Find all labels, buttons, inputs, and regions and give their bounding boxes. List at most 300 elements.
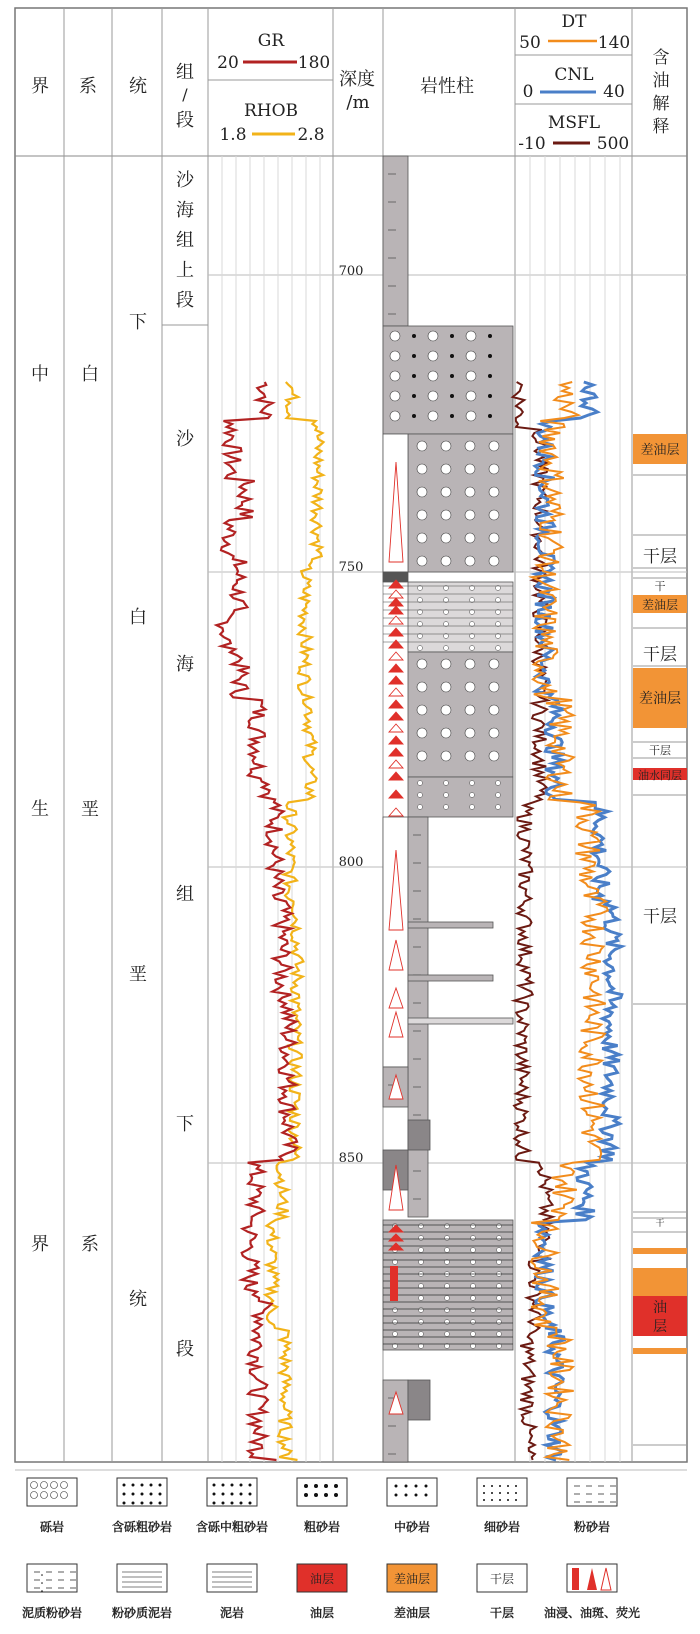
legend-item-pebbly-medium-coarse-sandstone — [196, 1478, 268, 1534]
legend-grain — [249, 1484, 252, 1487]
interp-label-1: 差油层 — [640, 443, 680, 458]
lith-pebble — [428, 331, 438, 341]
cnl-title: CNL — [554, 65, 594, 85]
lith-grain — [471, 1248, 476, 1253]
msfl-title: MSFL — [547, 113, 601, 133]
legend — [15, 1470, 687, 1620]
oil-interpretation — [633, 434, 687, 1445]
legend-grain — [150, 1502, 153, 1505]
legend-grain — [324, 1493, 328, 1497]
lith-pebble — [489, 464, 499, 474]
lith-grain — [419, 1320, 424, 1325]
lith-grain — [419, 1308, 424, 1313]
lith-grain — [418, 805, 423, 810]
interp-label-6: 差油层 — [639, 691, 681, 707]
legend-grain — [231, 1502, 234, 1505]
msfl-max: 500 — [596, 134, 630, 154]
lith-pebble — [441, 682, 451, 692]
lith-pebble — [465, 682, 475, 692]
legend-grain — [141, 1493, 144, 1496]
legend-grain — [304, 1484, 308, 1488]
dt-max: 140 — [597, 33, 631, 53]
oil-show-small-triangle — [389, 808, 403, 816]
depth-tick-850: 850 — [338, 1151, 364, 1166]
lith-grain — [445, 1320, 450, 1325]
legend-label: 油浸、油斑、荧光 — [543, 1606, 641, 1620]
lith-pebble — [465, 751, 475, 761]
lith-pebble — [441, 464, 451, 474]
lith-grain — [418, 646, 423, 651]
header-jie: 界 — [31, 76, 49, 97]
lith-grain — [497, 1224, 502, 1229]
legend-grain — [507, 1499, 509, 1501]
lith-grain — [471, 1308, 476, 1313]
lith-fine-sandstone — [408, 582, 513, 652]
lith-grain — [470, 781, 475, 786]
header-depth-unit: /m — [346, 92, 370, 113]
lith-grain — [419, 1236, 424, 1241]
lith-grain — [471, 1296, 476, 1301]
lith-grain — [471, 1224, 476, 1229]
lith-pebble — [417, 751, 427, 761]
lith-pebble — [441, 556, 451, 566]
lith-grain — [488, 334, 492, 338]
legend-grain — [507, 1485, 509, 1487]
oil-show-small-triangle — [389, 760, 403, 768]
lith-pebble — [441, 751, 451, 761]
lith-grain — [450, 414, 454, 418]
lith-grain — [496, 646, 501, 651]
xi-char-3: 系 — [81, 1234, 99, 1255]
lith-grain — [419, 1296, 424, 1301]
lith-pebble — [390, 411, 400, 421]
legend-item-argillaceous-siltstone — [22, 1564, 82, 1620]
legend-grain — [483, 1492, 485, 1494]
lith-grain — [419, 1224, 424, 1229]
legend-item-oil-show — [544, 1564, 640, 1620]
dt-curve — [531, 382, 608, 1460]
legend-grain — [425, 1494, 428, 1497]
lith-pebble — [489, 682, 499, 692]
upper-member-1: 沙 — [176, 170, 194, 191]
legend-swatch — [117, 1564, 167, 1592]
legend-grain — [395, 1494, 398, 1497]
dt-min: 50 — [519, 33, 541, 53]
header-zu: 组 — [176, 62, 194, 83]
lith-pebble — [465, 556, 475, 566]
lower-member-5: 段 — [176, 1339, 194, 1360]
lith-pebble — [417, 556, 427, 566]
legend-grain — [314, 1493, 318, 1497]
legend-grain — [123, 1502, 126, 1505]
legend-label: 含砾中粗砂岩 — [195, 1520, 269, 1534]
legend-swatch — [477, 1478, 527, 1506]
lith-siltstone — [408, 817, 428, 1217]
lith-grain — [497, 1248, 502, 1253]
lith-pebble — [417, 441, 427, 451]
legend-grain — [249, 1493, 252, 1496]
legend-pebble — [51, 1492, 58, 1499]
lith-grain — [393, 1332, 398, 1337]
oil-show-small-triangle — [389, 688, 403, 696]
lith-pebble — [390, 351, 400, 361]
lith-pebbly-coarse-sandstone — [383, 326, 513, 434]
legend-grain — [334, 1493, 338, 1497]
legend-label: 细砂岩 — [483, 1520, 521, 1534]
lithology-column — [383, 156, 513, 1462]
legend-grain — [240, 1484, 243, 1487]
legend-grain — [334, 1484, 338, 1488]
legend-grain — [324, 1484, 328, 1488]
lith-pebble — [417, 682, 427, 692]
lower-member-1: 沙 — [176, 429, 194, 450]
lith-thin-sand — [408, 1018, 513, 1024]
legend-item-coarse-sandstone — [297, 1478, 347, 1534]
lower-member-4: 下 — [176, 1114, 194, 1135]
lith-pebble — [417, 705, 427, 715]
lith-grain — [393, 1320, 398, 1325]
legend-grain — [231, 1484, 234, 1487]
lith-grain — [450, 374, 454, 378]
legend-swatch — [207, 1564, 257, 1592]
lith-pebble — [489, 441, 499, 451]
legend-grain — [491, 1499, 493, 1501]
lith-grain — [488, 394, 492, 398]
legend-grain — [415, 1494, 418, 1497]
oil-show-small-triangle — [389, 748, 403, 756]
legend-item-siltstone — [567, 1478, 617, 1534]
lith-pebble — [417, 728, 427, 738]
lith-grain — [419, 1332, 424, 1337]
legend-item-conglomerate — [27, 1478, 77, 1534]
legend-grain — [499, 1485, 501, 1487]
lith-grain — [450, 354, 454, 358]
legend-grain — [483, 1485, 485, 1487]
legend-box-text: 差油层 — [393, 1572, 431, 1586]
lith-thin-sand — [408, 922, 493, 928]
lith-pebble — [417, 487, 427, 497]
legend-grain — [159, 1502, 162, 1505]
legend-label: 泥质粉砂岩 — [21, 1606, 83, 1620]
lith-grain — [471, 1236, 476, 1241]
lith-conglomerate — [408, 434, 513, 572]
lith-grain — [445, 1308, 450, 1313]
interp-label-5: 干层 — [643, 645, 677, 665]
legend-grain — [499, 1499, 501, 1501]
oil-show-small-triangle — [389, 616, 403, 624]
lith-pebble — [428, 351, 438, 361]
lith-pebble — [465, 510, 475, 520]
interp-label-2: 干层 — [643, 547, 677, 567]
legend-grain — [41, 1590, 43, 1592]
interp-label-9: 干层 — [643, 907, 677, 927]
header-oil-4: 释 — [652, 117, 670, 137]
lith-pebble — [489, 487, 499, 497]
legend-item-mudstone — [207, 1564, 257, 1620]
lith-pebble — [466, 411, 476, 421]
legend-grain — [395, 1485, 398, 1488]
lith-pebble — [428, 411, 438, 421]
legend-label: 砾岩 — [39, 1520, 65, 1534]
oil-show-small-triangle — [389, 700, 403, 708]
legend-label: 粗砂岩 — [303, 1520, 341, 1534]
legend-label: 中砂岩 — [393, 1520, 431, 1534]
tong-char-4: 统 — [129, 1289, 147, 1310]
lith-grain — [497, 1296, 502, 1301]
lith-pebble — [465, 533, 475, 543]
legend-grain — [41, 1574, 43, 1576]
rhob-title: RHOB — [243, 101, 299, 121]
interp-poor-oil-6 — [633, 1348, 687, 1354]
legend-box-text: 干层 — [489, 1572, 515, 1586]
header-duan: 段 — [176, 110, 194, 131]
depth-tick-700: 700 — [338, 264, 364, 279]
lith-pebble — [489, 533, 499, 543]
cnl-max: 40 — [603, 82, 625, 102]
lith-grain — [497, 1332, 502, 1337]
cnl-curve — [535, 382, 622, 1460]
msfl-min: -10 — [518, 134, 546, 154]
lith-pebble — [489, 659, 499, 669]
lith-mudstone-dark — [408, 1380, 430, 1420]
interp-label-12: 层 — [653, 1319, 667, 1335]
legend-item-poor-oil-layer — [387, 1564, 437, 1620]
legend-label: 油层 — [309, 1606, 335, 1620]
legend-grain — [132, 1493, 135, 1496]
legend-bar — [572, 1568, 579, 1590]
lith-pebble — [428, 371, 438, 381]
legend-grain — [240, 1493, 243, 1496]
lith-grain — [412, 374, 416, 378]
legend-grain — [141, 1484, 144, 1487]
legend-grain — [222, 1502, 225, 1505]
header-lithology: 岩性柱 — [420, 76, 474, 97]
legend-grain — [213, 1484, 216, 1487]
upper-member-3: 组 — [176, 230, 194, 251]
legend-grain — [150, 1484, 153, 1487]
legend-grain — [159, 1493, 162, 1496]
lith-grain — [418, 793, 423, 798]
legend-grain — [515, 1499, 517, 1501]
legend-grain — [213, 1493, 216, 1496]
legend-grain — [240, 1502, 243, 1505]
legend-pebble — [61, 1492, 68, 1499]
legend-item-silty-mudstone — [111, 1564, 172, 1620]
lith-mudstone-dark — [408, 1120, 430, 1150]
legend-grain — [231, 1493, 234, 1496]
lith-pebble — [390, 391, 400, 401]
lith-grain — [496, 805, 501, 810]
gr-title: GR — [257, 31, 285, 51]
legend-item-pebbly-coarse-sandstone — [112, 1478, 172, 1534]
legend-grain — [304, 1493, 308, 1497]
lith-pebble — [441, 441, 451, 451]
lith-pebble — [465, 659, 475, 669]
lith-grain — [445, 1236, 450, 1241]
header-tong: 统 — [129, 76, 147, 97]
legend-item-oil-layer — [297, 1564, 347, 1620]
lith-grain — [445, 1248, 450, 1253]
interp-poor-oil-4 — [633, 1248, 687, 1254]
gr-curve — [217, 382, 298, 1460]
oil-show-small-triangle — [389, 736, 403, 744]
lith-pebble — [417, 510, 427, 520]
oil-show-small-triangle — [389, 772, 403, 780]
lith-pebble — [390, 331, 400, 341]
legend-pebble — [41, 1482, 48, 1489]
lith-pebble — [489, 705, 499, 715]
legend-label: 泥岩 — [219, 1606, 245, 1620]
interp-label-7: 干层 — [649, 744, 671, 757]
lith-pebble — [489, 556, 499, 566]
interp-label-3: 干 — [654, 580, 666, 593]
oil-show-small-triangle — [389, 640, 403, 648]
lith-grain — [471, 1332, 476, 1337]
legend-label: 差油层 — [393, 1606, 431, 1620]
lith-pebble — [417, 659, 427, 669]
rhob-min: 1.8 — [219, 125, 247, 145]
lith-grain — [412, 354, 416, 358]
lith-grain — [471, 1320, 476, 1325]
gr-max: 180 — [297, 53, 331, 73]
legend-item-dry-layer — [477, 1564, 527, 1620]
dt-title: DT — [561, 12, 587, 32]
grid-frame — [15, 8, 687, 1462]
oil-impregnated-bar — [390, 1266, 398, 1301]
legend-grain — [41, 1582, 43, 1584]
jie-char-3: 界 — [31, 1234, 49, 1255]
lith-grain — [497, 1308, 502, 1313]
rhob-max: 2.8 — [297, 125, 325, 145]
legend-grain — [123, 1484, 126, 1487]
tong-char-2: 白 — [129, 607, 147, 628]
lith-pebble — [465, 487, 475, 497]
lith-grain — [470, 805, 475, 810]
legend-grain — [159, 1484, 162, 1487]
legend-grain — [249, 1502, 252, 1505]
legend-grain — [123, 1493, 126, 1496]
header-depth: 深度 — [339, 69, 375, 90]
lith-pebble — [466, 371, 476, 381]
legend-label: 粉砂质泥岩 — [111, 1606, 173, 1620]
legend-label: 干层 — [489, 1606, 515, 1620]
msfl-curve — [513, 382, 553, 1460]
legend-label: 粉砂岩 — [573, 1520, 611, 1534]
lith-pebble — [489, 728, 499, 738]
lith-grain — [450, 394, 454, 398]
oil-show-small-triangle — [389, 790, 403, 798]
lith-pebble — [390, 371, 400, 381]
lith-pebble — [441, 659, 451, 669]
lith-pebble — [441, 705, 451, 715]
lith-grain — [412, 334, 416, 338]
header-xi: 系 — [79, 76, 97, 97]
legend-pebble — [61, 1482, 68, 1489]
lith-grain — [488, 354, 492, 358]
legend-grain — [222, 1484, 225, 1487]
legend-grain — [425, 1485, 428, 1488]
interp-label-8: 油水同层 — [638, 769, 682, 782]
lith-mudstone — [383, 156, 408, 326]
legend-grain — [491, 1485, 493, 1487]
lith-grain — [496, 793, 501, 798]
legend-item-fine-sandstone — [477, 1478, 527, 1534]
gr-min: 20 — [217, 53, 239, 73]
legend-box-text: 油层 — [309, 1572, 335, 1586]
legend-grain — [483, 1499, 485, 1501]
depth-tick-750: 750 — [338, 560, 364, 575]
stratigraphy — [31, 170, 208, 1360]
lith-grain — [412, 414, 416, 418]
lith-grain — [470, 793, 475, 798]
xi-char-2: 垩 — [81, 799, 99, 820]
lith-thin-sand — [408, 975, 493, 981]
legend-pebble — [31, 1482, 38, 1489]
legend-pebble — [31, 1492, 38, 1499]
cnl-min: 0 — [522, 82, 534, 102]
legend-pebble — [41, 1492, 48, 1499]
legend-swatch — [297, 1478, 347, 1506]
legend-grain — [222, 1493, 225, 1496]
header-oil-2: 油 — [652, 71, 670, 91]
lith-pebble — [489, 510, 499, 520]
legend-grain — [213, 1502, 216, 1505]
lith-grain — [470, 646, 475, 651]
rhob-curve — [265, 382, 323, 1460]
lith-pebble — [441, 728, 451, 738]
lith-pebble — [489, 751, 499, 761]
depth-tick-800: 800 — [338, 855, 364, 870]
header-row — [31, 12, 670, 154]
lith-grain — [444, 781, 449, 786]
legend-grain — [491, 1492, 493, 1494]
lith-grain — [497, 1320, 502, 1325]
oil-show-small-triangle — [389, 712, 403, 720]
oil-show-small-triangle — [389, 652, 403, 660]
lith-pebble — [465, 705, 475, 715]
lith-grain — [488, 374, 492, 378]
lith-pebble — [441, 510, 451, 520]
legend-pebble — [51, 1482, 58, 1489]
legend-item-medium-sandstone — [387, 1478, 437, 1534]
legend-grain — [314, 1484, 318, 1488]
lith-grain — [450, 334, 454, 338]
lower-member-2: 海 — [176, 654, 194, 675]
lith-pebble — [466, 351, 476, 361]
interp-poor-oil-5 — [633, 1268, 687, 1296]
lith-pebble — [441, 487, 451, 497]
interp-label-11: 油 — [653, 1300, 667, 1316]
legend-grain — [132, 1502, 135, 1505]
legend-grain — [515, 1485, 517, 1487]
curves-left — [217, 382, 324, 1460]
lith-grain — [445, 1224, 450, 1229]
legend-grain — [150, 1493, 153, 1496]
lith-pebble — [465, 728, 475, 738]
header-slash: / — [182, 85, 188, 104]
upper-member-4: 上 — [176, 260, 194, 281]
lith-pebble — [465, 441, 475, 451]
lith-grain — [445, 1296, 450, 1301]
oil-show-small-triangle — [389, 724, 403, 732]
lith-pebble — [465, 464, 475, 474]
jie-char-1: 中 — [31, 364, 49, 385]
lith-grain — [412, 394, 416, 398]
lith-pebble — [441, 533, 451, 543]
lith-grain — [393, 1308, 398, 1313]
lith-pebble — [466, 391, 476, 401]
tong-char-3: 垩 — [129, 964, 147, 985]
